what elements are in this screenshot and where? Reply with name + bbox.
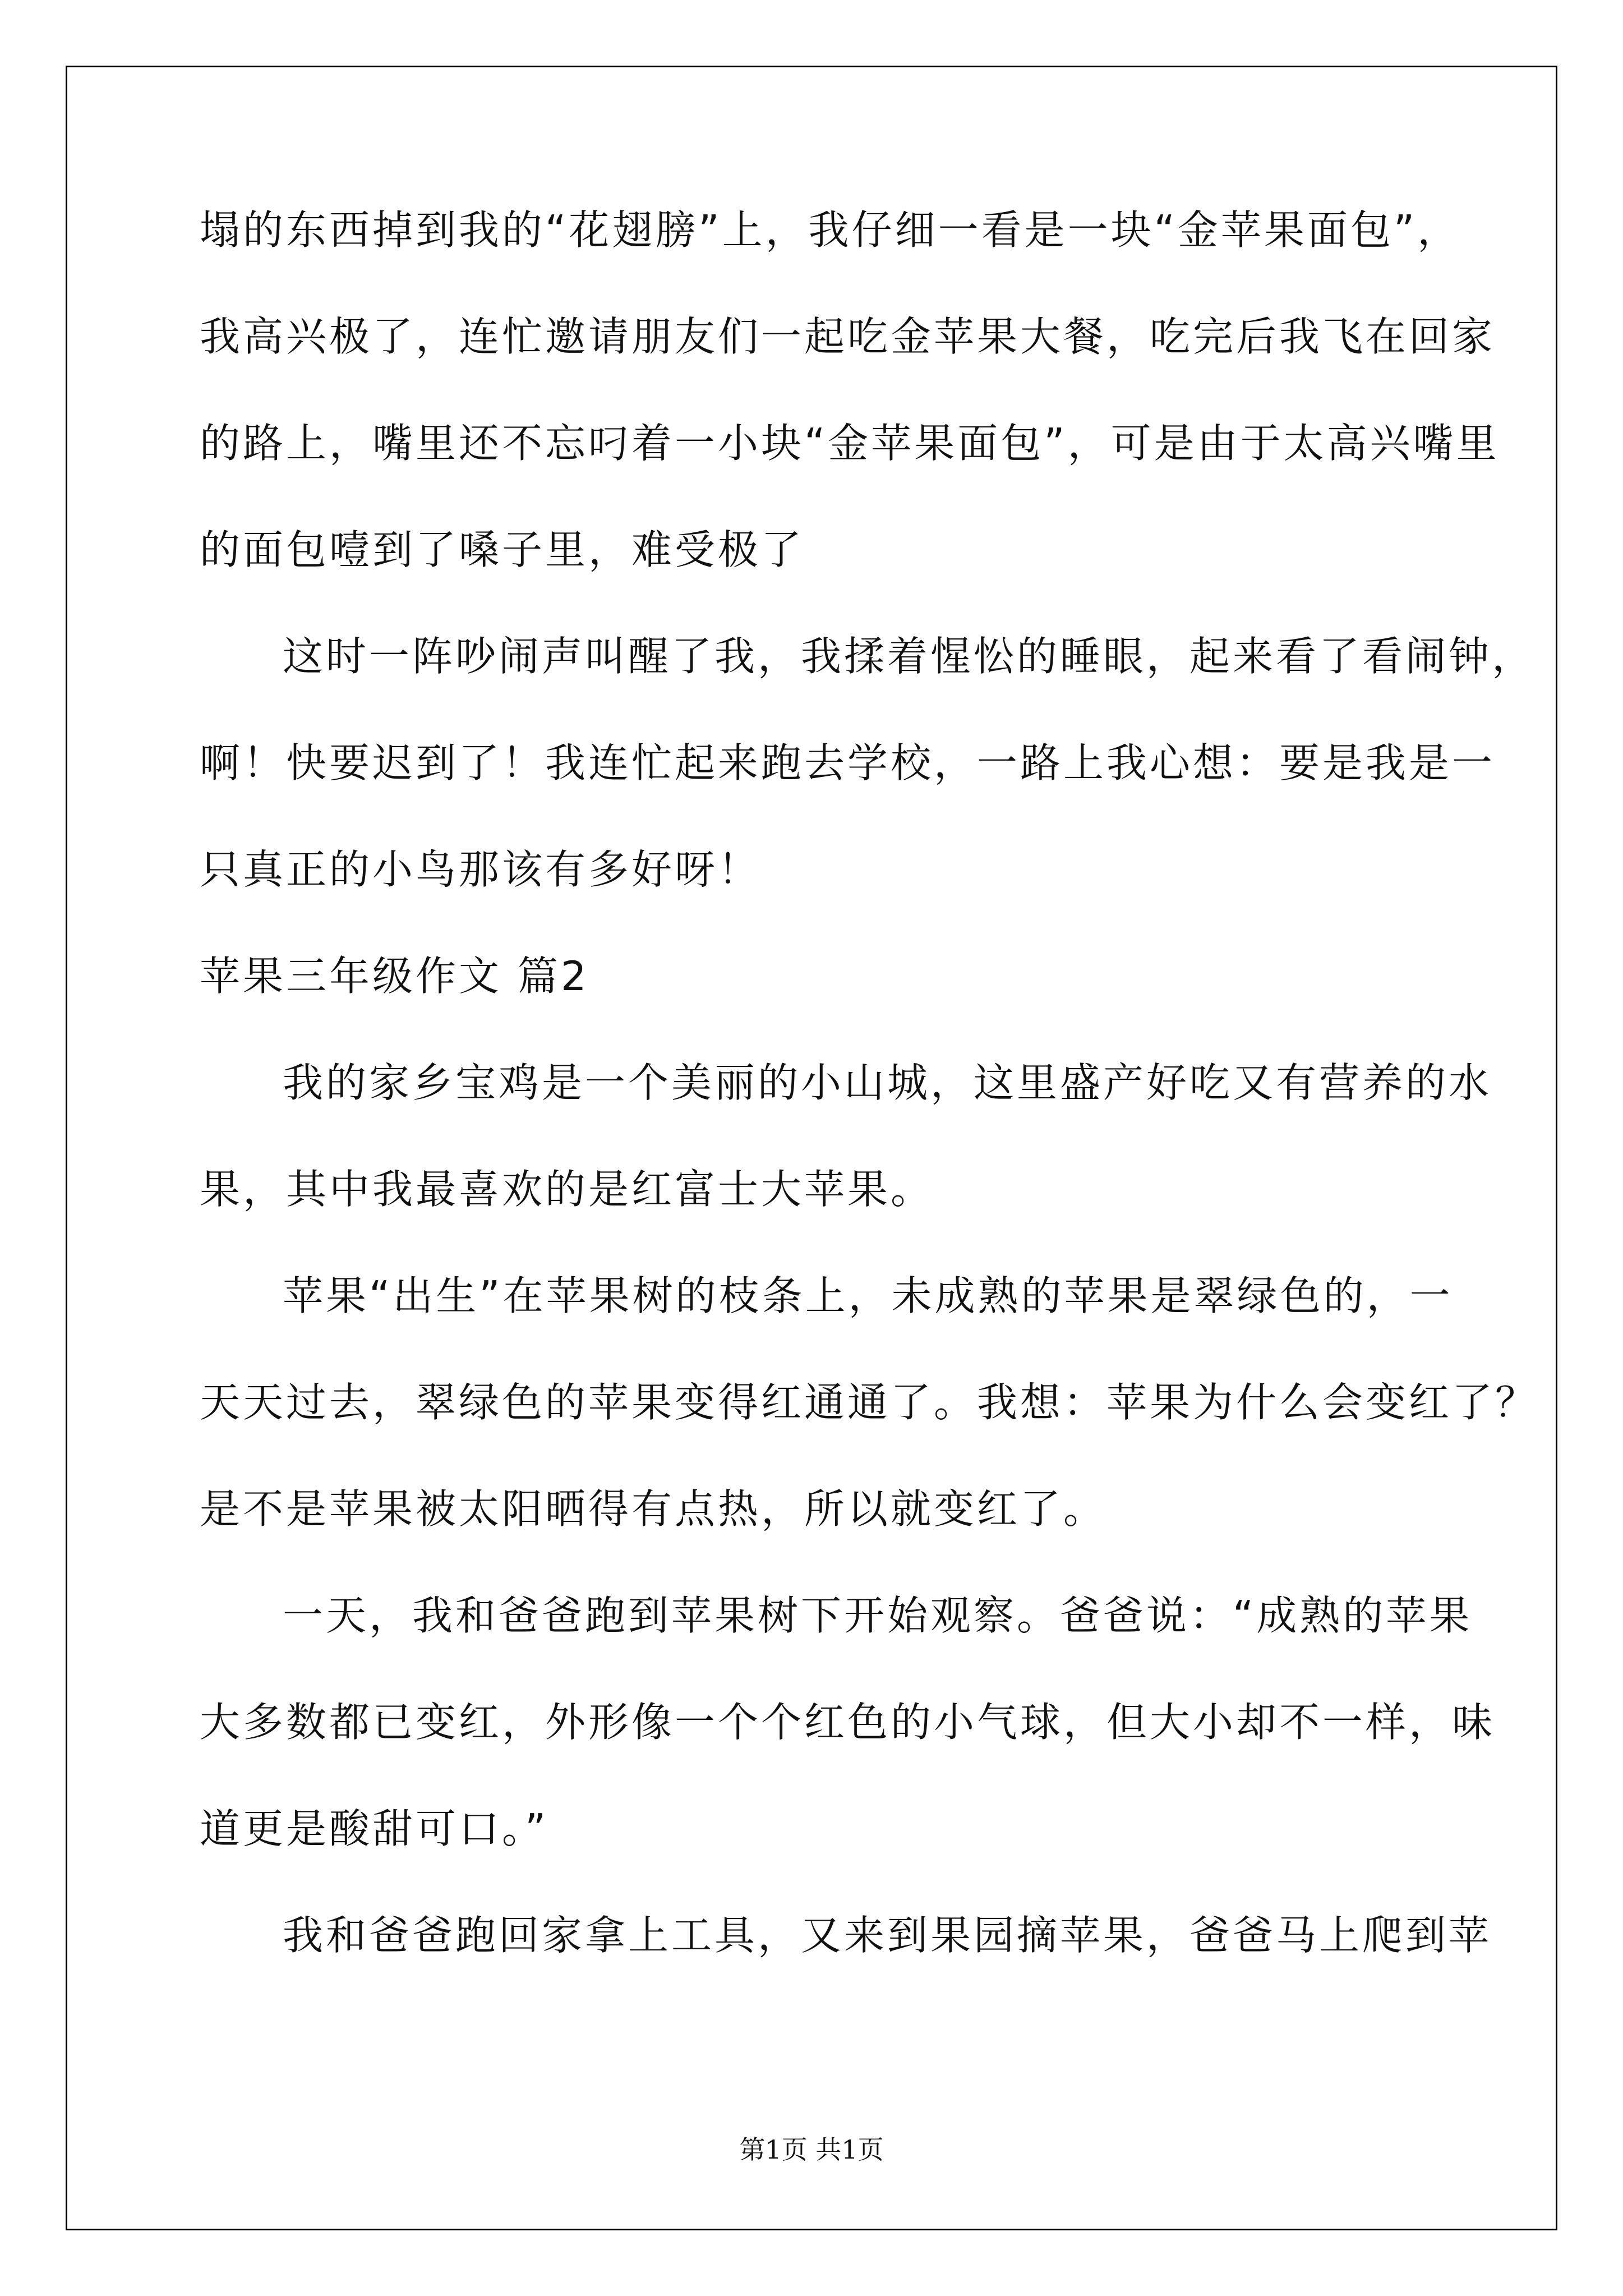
text-line: 的路上，嘴里还不忘叼着一小块“金苹果面包”，可是由于太高兴嘴里 [200,420,1500,467]
text-line: 是不是苹果被太阳晒得有点热，所以就变红了。 [200,1485,1107,1533]
text-line: 道更是酸甜可口。” [200,1805,549,1852]
text-line: 果，其中我最喜欢的是红富士大苹果。 [200,1166,934,1213]
text-line: 的面包噎到了嗓子里，难受极了 [200,526,805,573]
text-line: 苹果“出生”在苹果树的枝条上，未成熟的苹果是翠绿色的，一 [283,1272,1453,1319]
text-line: 一天，我和爸爸跑到苹果树下开始观察。爸爸说：“成熟的苹果 [283,1592,1473,1639]
text-line: 我高兴极了，连忙邀请朋友们一起吃金苹果大餐，吃完后我飞在回家 [200,313,1496,360]
text-line: 啊！快要迟到了！我连忙起来跑去学校，一路上我心想：要是我是一 [200,739,1496,786]
text-line: 这时一阵吵闹声叫醒了我，我揉着惺忪的睡眼，起来看了看闹钟， [283,633,1536,680]
page-border [66,66,1557,2230]
text-line: 我的家乡宝鸡是一个美丽的小山城，这里盛产好吃又有营养的水 [283,1059,1492,1106]
text-line: 塌的东西掉到我的“花翅膀”上，我仔细一看是一块“金苹果面包”， [200,206,1461,254]
page-footer: 第1页 共1页 [739,2134,884,2165]
text-line: 大多数都已变红，外形像一个个红色的小气球，但大小却不一样，味 [200,1699,1496,1746]
section-heading: 苹果三年级作文 篇2 [200,953,589,1000]
text-line: 我和爸爸跑回家拿上工具，又来到果园摘苹果，爸爸马上爬到苹 [283,1912,1492,1959]
text-line: 天天过去，翠绿色的苹果变得红通通了。我想：苹果为什么会变红了？ [200,1379,1539,1426]
text-line: 只真正的小鸟那该有多好呀！ [200,846,762,893]
